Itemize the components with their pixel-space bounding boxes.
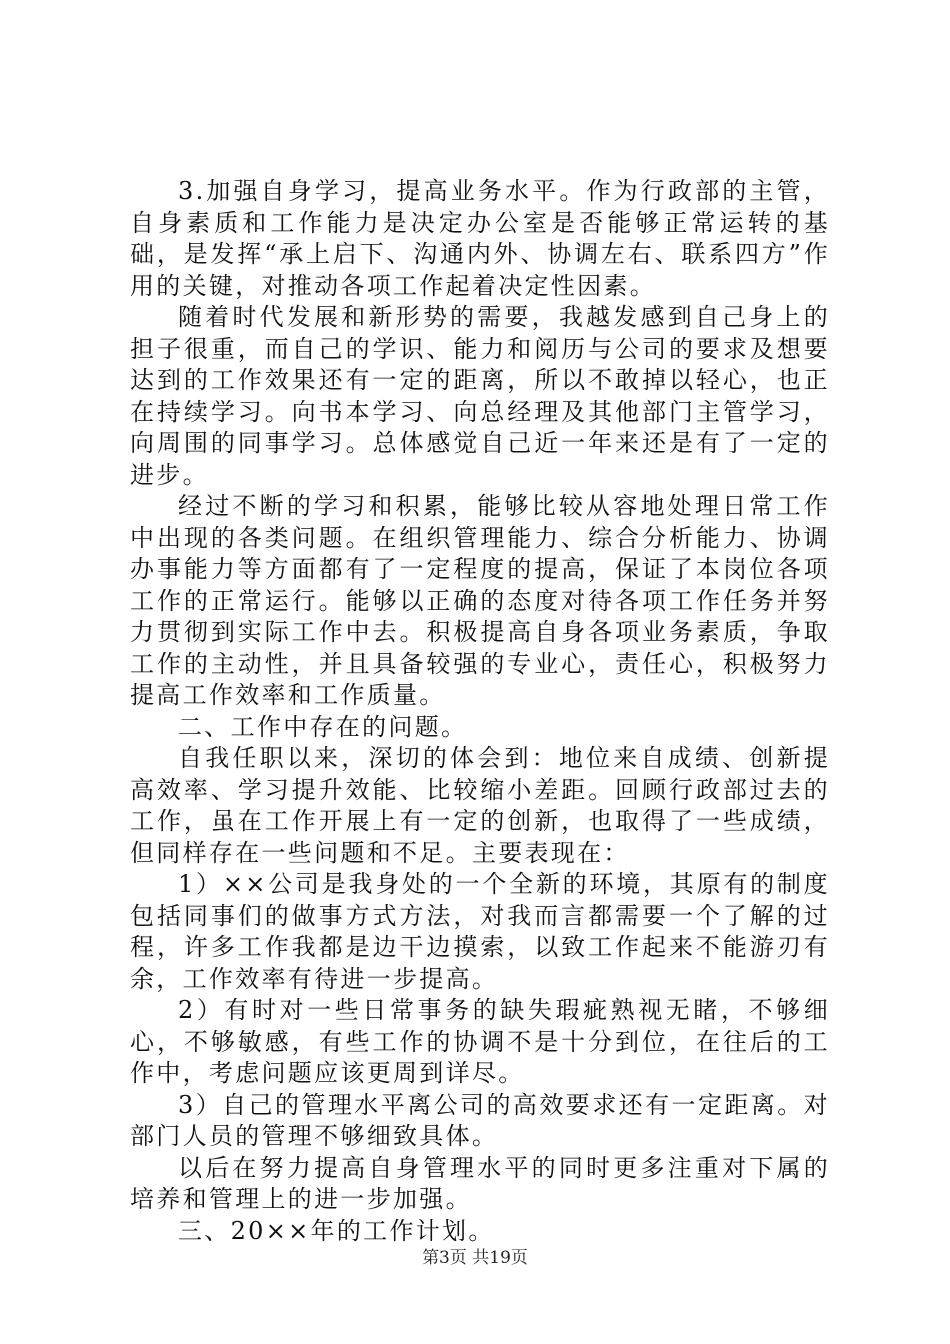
section-heading-work-plan: 三、20××年的工作计划。 [178, 1216, 495, 1245]
list-item-problem-2: 2）有时对一些日常事务的缺失瑕疵熟视无睹，不够细心，不够敏感，有些工作的协调不是十分到位，在往后的工作中，考虑问题应该更周到详尽。 [130, 996, 830, 1087]
document-body [130, 176, 830, 1247]
list-item-problem-3: 3）自己的管理水平离公司的高效要求还有一定距离。对部门人员的管理不够细致具体。 [130, 1090, 830, 1150]
page-number-footer: 第3页 共19页 [422, 1248, 528, 1268]
paragraph-self-study: 3.加强自身学习，提高业务水平。作为行政部的主管，自身素质和工作能力是决定办公室是否能够正常运转的基础，是发挥“承上启下、沟通内外、协调左右、联系四方”作用的关键，对推动各项工作起着决定性因素。 [130, 177, 830, 300]
paragraph-learning-accumulation: 经过不断的学习和积累，能够比较从容地处理日常工作中出现的各类问题。在组织管理能力、综合分析能力、协调办事能力等方面都有了一定程度的提高，保证了本岗位各项工作的正常运行。能够以正确的态度对待各项工作任务并努力贯彻到实际工作中去。积极提高自身各项业务素质，争取工作的主动性，并且具备较强的专业心，责任心，积极努力提高工作效率和工作质量。 [130, 492, 830, 709]
paragraph-future-improvement: 以后在努力提高自身管理水平的同时更多注重对下属的培养和管理上的进一步加强。 [130, 1153, 830, 1213]
paragraph-since-appointment: 自我任职以来，深切的体会到：地位来自成绩、创新提高效率、学习提升效能、比较缩小差距。回顾行政部过去的工作，虽在工作开展上有一定的创新，也取得了一些成绩，但同样存在一些问题和不足。主要表现在： [130, 744, 830, 867]
list-item-problem-1: 1）××公司是我身处的一个全新的环境，其原有的制度包括同事们的做事方式方法，对我而言都需要一个了解的过程，许多工作我都是边干边摸索，以致工作起来不能游刃有余，工作效率有待进一步提高。 [130, 870, 830, 993]
paragraph-new-situation: 随着时代发展和新形势的需要，我越发感到自己身上的担子很重，而自己的学识、能力和阅历与公司的要求及想要达到的工作效果还有一定的距离，所以不敢掉以轻心，也正在持续学习。向书本学习、向总经理及其他部门主管学习，向周围的同事学习。总体感觉自己近一年来还是有了一定的进步。 [130, 303, 830, 489]
section-heading-problems: 二、工作中存在的问题。 [178, 712, 468, 741]
